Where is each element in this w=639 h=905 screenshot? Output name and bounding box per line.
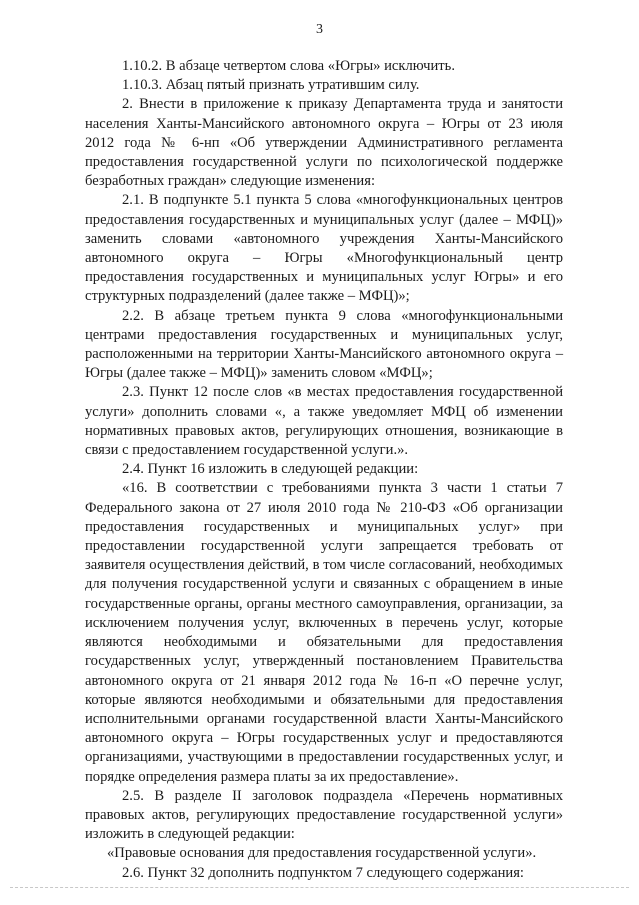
paragraph-16-quote: «16. В соответствии с требованиями пункта 3 части 1 статьи 7 Федерального закона от 27 июля 2010 года № 210-ФЗ «Об организации предоставления государственных и муниципальных услуг» при предоставлении государственной услуги запрещается требовать от заявителя осуществления действий, в том числе согласований, необходимых для получения государственной услуги и связанных с обращением в иные государственные органы, органы местного самоуправления, организации, за исключением получения услуг, включенных в перечень услуг, которые являются необходимыми и обязательными для предоставления государственных услуг, утвержденный постановлением Правительства автономного округа от 21 января 2012 года № 16-п «О перечне услуг, которые являются необходимыми и обязательными для предоставления исполнительными органами государственной власти Ханты-Мансийского автономного округа – Югры государственных услуг и предоставляются организациями, участвующими в предоставлении государственных услуг, и порядке определения размера платы за их предоставление». (85, 480, 563, 785)
page-number: 3 (316, 22, 323, 37)
paragraph-1-10-3: 1.10.3. Абзац пятый признать утратившим силу. (122, 77, 420, 94)
document-body (85, 57, 563, 883)
paragraph-2-5: 2.5. В разделе II заголовок подраздела «Перечень нормативных правовых актов, регулирующих предоставление государственной услуги» изложить в следующей редакции: (85, 787, 563, 843)
paragraph-2-6: 2.6. Пункт 32 дополнить подпунктом 7 следующего содержания: (122, 864, 524, 881)
paragraph-2: 2. Внести в приложение к приказу Департамента труда и занятости населения Ханты-Мансийского автономного округа – Югры от 23 июля 2012 года № 6-нп «Об утверждении Административного регламента предоставления государственной услуги по психологической поддержке безработных граждан» следующие изменения: (85, 96, 563, 190)
paragraph-1-10-2: 1.10.2. В абзаце четвертом слова «Югры» исключить. (122, 58, 455, 74)
paragraph-2-3: 2.3. Пункт 12 после слов «в местах предоставления государственной услуги» дополнить словами «, а также уведомляет МФЦ об изменении нормативных правовых актов, регулирующих отношения, возникающие в связи с предоставлением государственной услуги.». (85, 384, 563, 459)
paragraph-2-4: 2.4. Пункт 16 изложить в следующей редакции: (122, 461, 419, 478)
paragraph-legal-grounds: «Правовые основания для предоставления государственной услуги». (107, 845, 537, 862)
paragraph-2-1: 2.1. В подпункте 5.1 пункта 5 слова «многофункциональных центров предоставления государственных и муниципальных услуг (далее – МФЦ)» заменить словами «автономного учреждения Ханты-Мансийского автономного округа – Югры «Многофункциональный центр предоставления государственных и муниципальных услуг Югры» и его структурных подразделений (далее также – МФЦ)»; (85, 192, 563, 305)
paragraph-2-2: 2.2. В абзаце третьем пункта 9 слова «многофункциональными центрами предоставления государственных и муниципальных услуг, расположенными на территории Ханты-Мансийского автономного округа – Югры (далее также – МФЦ)» заменить словом «МФЦ»; (85, 307, 563, 382)
scan-edge-divider (10, 887, 629, 888)
